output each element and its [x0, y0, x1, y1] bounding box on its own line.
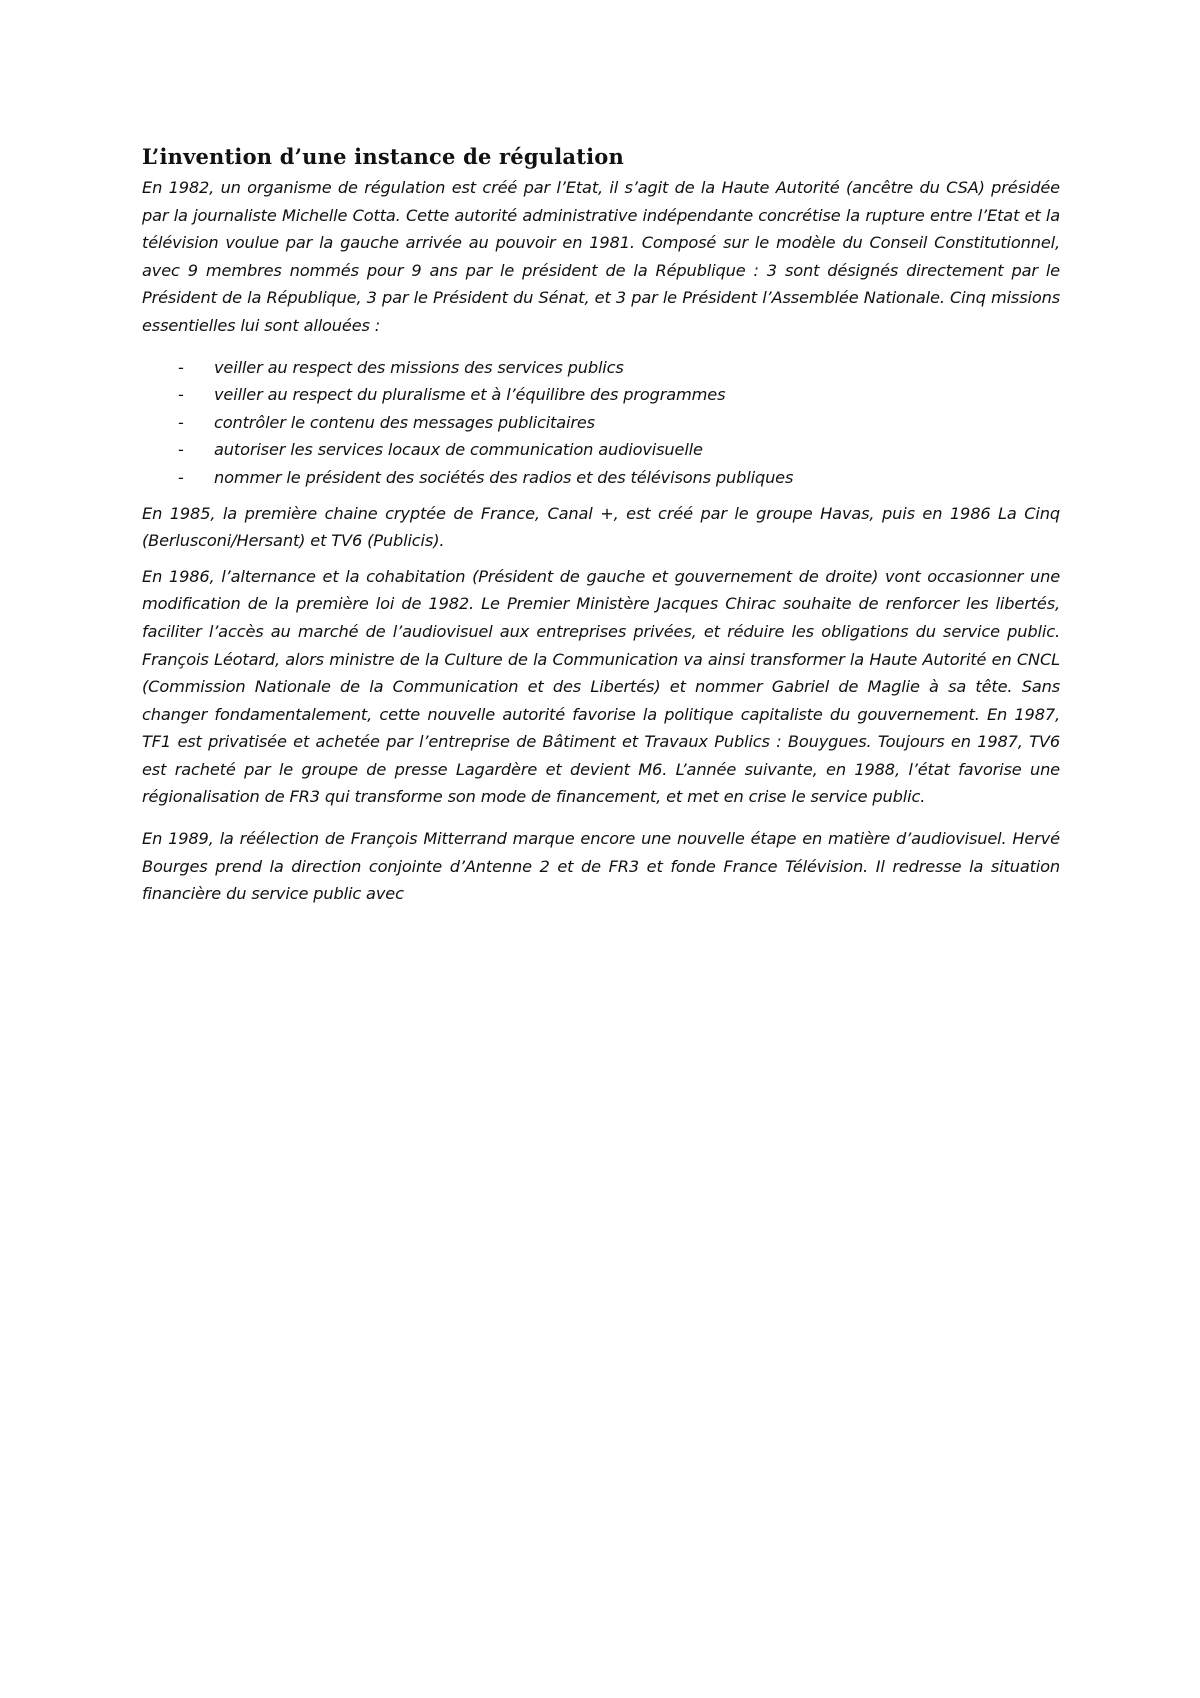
document-page: [142, 140, 1060, 916]
missions-list: [142, 354, 1060, 492]
bullet-dash: -: [178, 385, 184, 405]
paragraph-1986: En 1986, l’alternance et la cohabitation (Président de gauche et gouvernement de droite) vont occasionner une modification de la première loi de 1982. Le Premier Ministère Jacques Chirac souhaite de renforcer les libertés, faciliter l’accès au marché de l’audiovisuel aux entreprises privées, et réduire les obligations du service public. François Léotard, alors ministre de la Culture de la Communication va ainsi transformer la Haute Autorité en CNCL (Commission Nationale de la Communication et des Libertés) et nommer Gabriel de Maglie à sa tête. Sans changer fondamentalement, cette nouvelle autorité favorise la politique capitaliste du gouvernement. En 1987, TF1 est privatisée et achetée par l’entreprise de Bâtiment et Travaux Publics : Bouygues. Toujours en 1987, TV6 est racheté par le groupe de presse Lagardère et devient M6. L’année suivante, en 1988, l’état favorise une régionalisation de FR3 qui transforme son mode de financement, et met en crise le service public.: [142, 566, 1060, 807]
list-item-text: contrôler le contenu des messages publicitaires: [214, 412, 595, 432]
paragraph-1989: En 1989, la réélection de François Mitterrand marque encore une nouvelle étape en matière d’audiovisuel. Hervé Bourges prend la direction conjointe d’Antenne 2 et de FR3 et fonde France Télévision. Il redresse la situation financière du service public avec: [142, 829, 1060, 904]
list-item: [142, 464, 1060, 492]
list-item-text: veiller au respect des missions des services publics: [214, 357, 624, 377]
section-title: L’invention d’une instance de régulation: [142, 144, 624, 169]
list-item-text: veiller au respect du pluralisme et à l’équilibre des programmes: [214, 385, 726, 405]
list-item: [142, 381, 1060, 409]
paragraph-intro: En 1982, un organisme de régulation est créé par l’Etat, il s’agit de la Haute Autorité (ancêtre du CSA) présidée par la journaliste Michelle Cotta. Cette autorité administrative indépendante concrétise la rupture entre l’Etat et la télévision voulue par la gauche arrivée au pouvoir en 1981. Composé sur le modèle du Conseil Constitutionnel, avec 9 membres nommés pour 9 ans par le président de la République : 3 sont désignés directement par le Président de la République, 3 par le Président du Sénat, et 3 par le Président l’Assemblée Nationale. Cinq missions essentielles lui sont allouées :: [142, 178, 1060, 335]
bullet-dash: -: [178, 467, 184, 487]
list-item: [142, 354, 1060, 382]
bullet-dash: -: [178, 412, 184, 432]
bullet-dash: -: [178, 440, 184, 460]
list-item: [142, 409, 1060, 437]
bullet-dash: -: [178, 357, 184, 377]
list-item-text: autoriser les services locaux de communication audiovisuelle: [214, 440, 703, 460]
paragraph-1985: En 1985, la première chaine cryptée de France, Canal +, est créé par le groupe Havas, puis en 1986 La Cinq (Berlusconi/Hersant) et TV6 (Publicis).: [142, 503, 1060, 551]
list-item-text: nommer le président des sociétés des radios et des télévisons publiques: [214, 467, 794, 487]
list-item: [142, 436, 1060, 464]
